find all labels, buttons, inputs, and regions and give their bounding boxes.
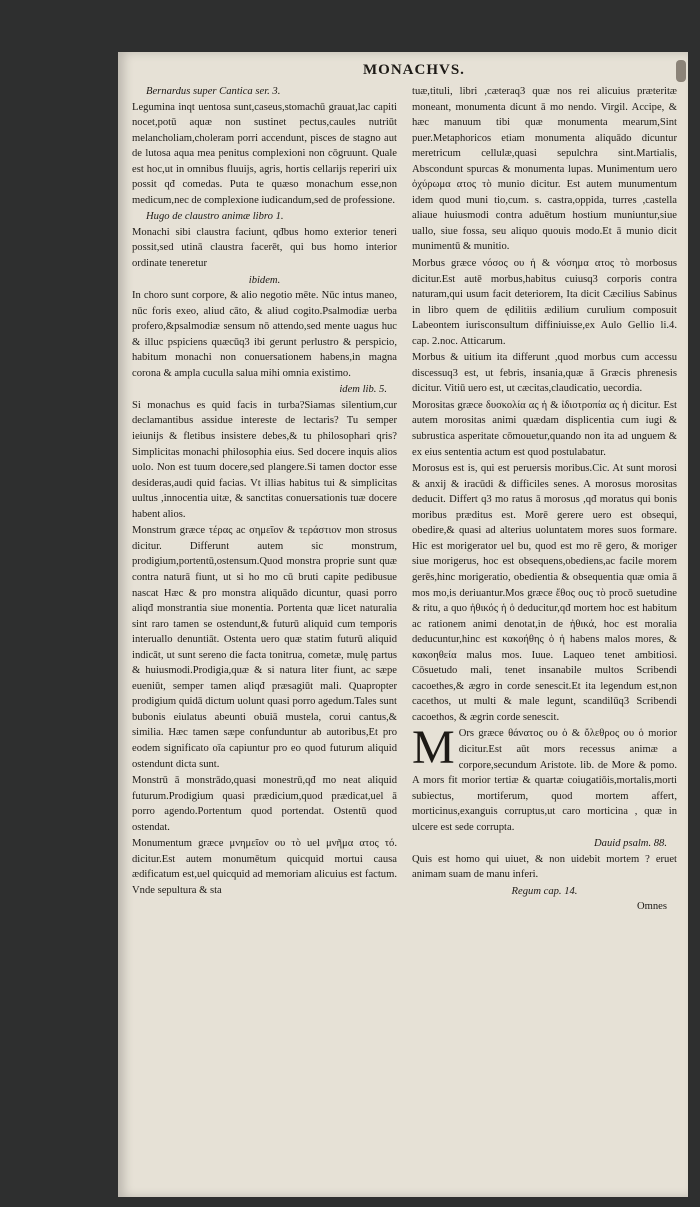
paragraph: Quis est homo qui uiuet, & non uidebit mortem ? eruet animam suam de manu inferi. xyxy=(412,853,677,881)
right-column xyxy=(412,84,677,915)
section-heading: idem lib. 5. xyxy=(339,384,387,396)
catchword: Omnes xyxy=(636,901,667,913)
section-heading: Regum cap. 14. xyxy=(511,885,578,897)
paragraph: Morosus est is, qui est peruersis moribus.Cic. At sunt morosi & anxij & iracūdi & difficiles senes. A morosus morositas deducit. Differt q3 mo ratus ā morosus ,qđ moratus qui bonis moribus præditus est. Morē gerere uero est obsequi, obedire,& quasi ad alterius uoluntatem mores suos formare. Hic est morigerator uel bu, quod est mo rē gero, & moriger siue morigerus, hoc est obsequens,obediens,ac facile morem gerēs,hinc morigeratio, obedientia & obsequentia quæ omia ā mos mo,is deriuantur.Mos græce ἔθος ους τὸ procō suetudine & ritu, a quo ἠθικός ἡ ὁ deducitur,qđ mortem hoc est habitum ac rationem animi denotat,in de ἠθικά, hoc est moralia deducuntur,hinc est κακοήθης ὁ ἡ habens malos mores, & κακοηθεία malus mos. Iuue. Laqueo tenet ambitiosi. Cōsuetudo mali, tenet insanabile multos Scribendi cacoethes,& ægro in corde senescit.Et ita legendum est,non cacethos, ut multi & male legunt, scandilūq3 Scribendi cacoethos, & ægrin corde senescit. xyxy=(412,463,677,723)
section-heading: Bernardus super Cantica ser. 3. xyxy=(146,86,281,97)
paragraph: Monachi sibi claustra faciunt, qđbus homo exterior teneri possit,sed utinā claustra facerēt, qui bus homo interior ordinate teneretur xyxy=(132,226,397,270)
page-edge-mark xyxy=(676,60,686,82)
paragraph: Monumentum græce μνημεῖον ου τὸ uel μνῆμα ατος τό. dicitur.Est autem monumētum quicquid mortui causa ædificatum est,uel quicquid ad memoriam alicuius est factum. Vnde sepultura & sta xyxy=(132,838,397,896)
paragraph: Legumina inqt uentosa sunt,caseus,stomachū grauat,lac capiti nocet,potū aquæ non sustinet pectus,caules nutriūt melancholiam,choleram porri accendunt, pisces de stagno aut de lutosa aqua mea penitus complexioni non cōgruunt. Quale est hoc,ut in omnibus fluuijs, agris, hortis cellarijs reperiri uix possit qđ comedas. Puta te quæso monachum esse,non medicum,nec de complexione iudicandum,sed de professione. xyxy=(132,101,397,206)
book-page xyxy=(118,52,688,1197)
paragraph: Monstrū ā monstrādo,quasi monestrū,qđ mo neat aliquid futurum.Prodigium quasi prædicium,quod prædicat,uel ā porro agendo.Portentum quod portendat. Ostentū quod ostendat. xyxy=(132,775,397,833)
paragraph: tuæ,tituli, libri ,cæteraq3 quæ nos rei alicuius præteritæ moneant, monumenta dicunt ā mo nendo. Virgil. Accipe, & hæc manuum tibi quæ monumenta mearum,Sint puer.Metaphoricos etiam monumenta aliquādo dicuntur meretricum cellulæ,quasi sepulchra sint.Martialis, Abscondunt spurcas & monumenta lupas. Munimentum uero ὀχύρωμα ατος τὸ munio dicitur. Est autem munumentum idem quod muni tio,cum. s. castra,oppida, turres ,castella aliaue huiusmodi contra aduētum hostium muniuntur,siue uallo, siue fossa, seu aliquo quouis modo.Et ā munio dicit munimentū & munitio. xyxy=(412,86,677,253)
section-heading: Dauid psalm. 88. xyxy=(594,838,667,850)
paragraph: Monstrum græce τέρας ac σημεῖον & τεράστιον mon strosus dicitur. Differunt autem sic monstrum, prodigium,portentū,ostensum.Quod monstra proprie sunt quæ contra naturā fiunt, ut si ho mo cū bruti capite pedibusue nascat Hæc & pro monstra aliquādo dicuntur, quasi porro aliqđ monstrantia siue monentia. Portenta quæ licet naturalia sint raro tamen se ostendunt,& futurū aliquid cum temporis interuallo denuntiāt. Ostenta uero quæ statim futurū aliquid indicāt, ut sunt sereno die facta tonitrua, cometæ, mulę partus & huiusmodi.Prodigia,quæ & si natura liter fiunt, ac sæpe eueniūt, semper tamen aliqđ præsagiūt mali. Quapropter prodigium quidā dictum uolunt quasi porro agedum.Tales sunt bubonis eiulatus abeunti obuiā mustela, corui cantus,& similia. Hæc tamen sæpe confunduntur ab autoribus,Et pro eodem significato oīa capiuntur pro eo quod futurum aliquid ostendunt dicta sunt. xyxy=(132,525,397,770)
drop-cap: M xyxy=(412,721,455,775)
paragraph: Si monachus es quid facis in turba?Siamas silentium,cur declamantibus assidue intereste de lectaris? Tu semper ieiunijs & fletibus insistere debes,& tu philosophari qris?Simplicitas monachi philosophia eius. Sed docere inquis alios uolo. Non est tuum docere,sed plangere.Si tamen doctor esse desideras,audi quid facias. Vt illias habitus tui & simplicitas uultus ,innocentia uitæ, & sanctitas conuersationis tuæ docere habent alios. xyxy=(132,399,397,520)
dropcap-text: Ors græce θάνατος ου ὁ & ὄλεθρος ου ὁ morior dicitur.Est aūt mors recessus animæ a corpore,secundum Aristote. lib. de More & pomo. A mors fit morior tertiæ & quartæ coiugatiōis,mortalis,morti subiectus, mortiferum, quod mortem affert, morticinus,exanguis corruptus,ut caro morticina , quæ in ulcere est sede corrupta. xyxy=(412,728,677,833)
running-head: MONACHVS. xyxy=(363,62,465,78)
paragraph: In choro sunt corpore, & alio negotio mēte. Nūc intus maneo, nūc foris exeo, aliud cāto, & aliud cogito.Psalmodiæ uerba profero,&psalmodiæ sensum nō attendo,sed mente uagus huc & illuc pspiciens quæcūq3 ibi gerunt perlustro & perspicio, habitum monachi non conuersationem habens,in magna corona & ampla cuculla salua mihi omnia existimo. xyxy=(132,290,397,379)
paragraph: Morositas græce δυσκολία ας ἡ & ἰδιοτροπία ας ἡ dicitur. Est autem morositas animi quædam displicentia cum iugi & subrustica asperitate cōmouetur,quando non ita ad unguem & ex eius sententia actum est quod postulabatur. xyxy=(412,399,677,458)
paragraph: Morbus & uitium ita differunt ,quod morbus cum accessu discessuq3 est, ut febris, insania,quæ ā Græcis phrenesis dicitur. Vitiū uero est, ut cæcitas,claudicatio, uecordia. xyxy=(412,352,677,395)
left-column xyxy=(132,84,397,899)
paragraph: Morbus græce νόσος ου ἡ & νόσημα ατος τὸ morbosus dicitur.Est autē morbus,habitus cuiusq3 corporis contra naturam,qui usum facit deteriorem, Ita dicit Cæcilius Sabinus in libro quem de ędilitiis ædilium curulium composuit Labeontem iurisconsultum diffiniuisse,ex Aulo Gellio li.4. cap. 2.noc. Atticarum. xyxy=(412,258,677,347)
paragraph-with-dropcap xyxy=(412,721,677,835)
section-heading: ibidem. xyxy=(248,274,281,286)
section-heading: Hugo de claustro animæ libro 1. xyxy=(146,211,284,223)
